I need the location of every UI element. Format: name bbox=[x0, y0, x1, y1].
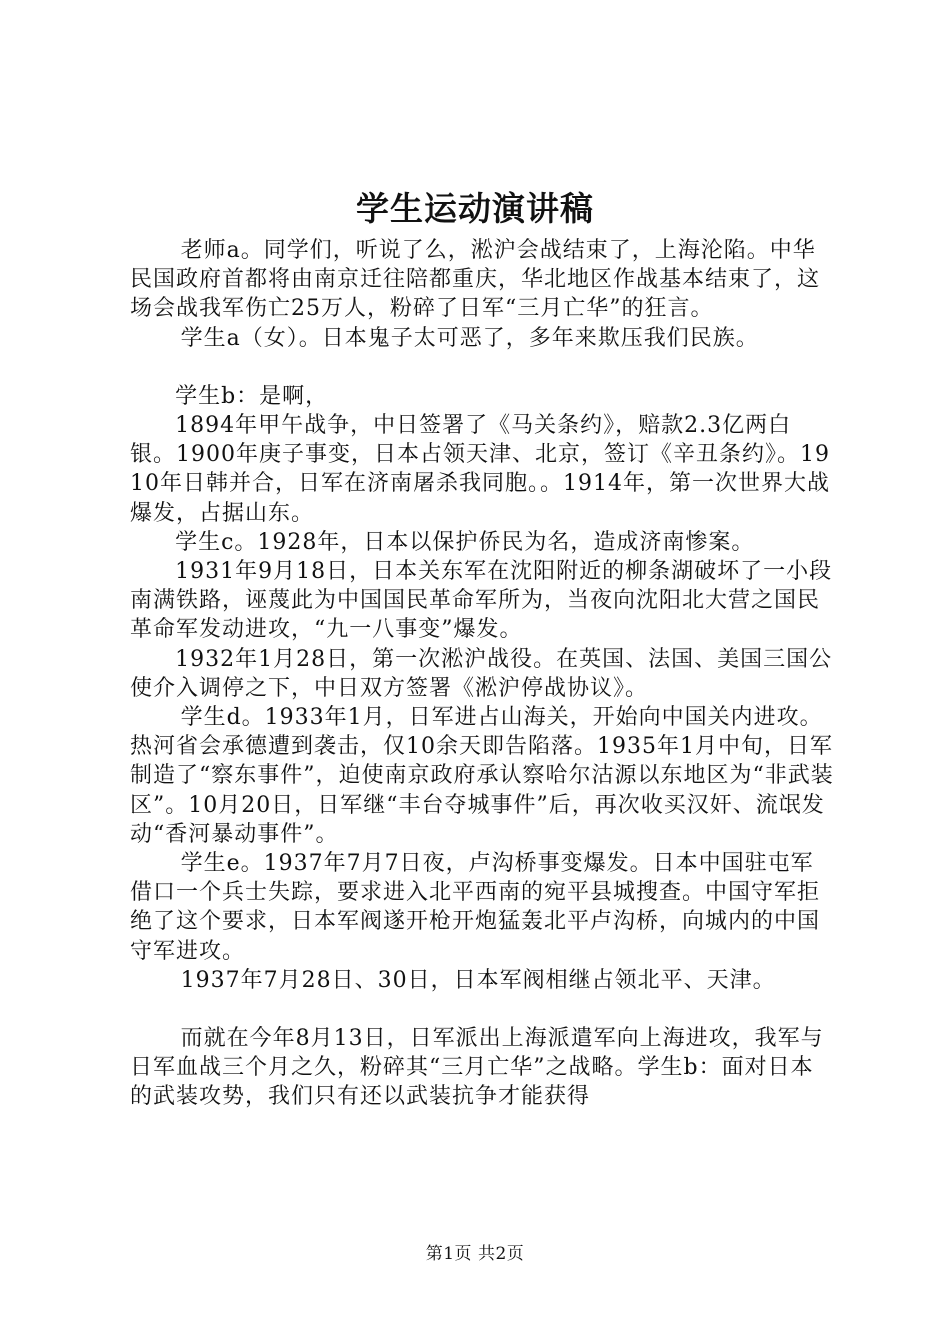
paragraph: 而就在今年8月13日，日军派出上海派遣军向上海进攻，我军与日军血战三个月之久，粉碎其“三月亡华”之战略。学生b：面对日本的武装攻势，我们只有还以武装抗争才能获得 bbox=[130, 1026, 824, 1110]
document-title: 学生运动演讲稿 bbox=[356, 189, 594, 228]
page-footer: 第1页 共2页 bbox=[425, 1244, 525, 1264]
paragraph: 学生a（女）。日本鬼子太可恶了，多年来欺压我们民族。 bbox=[180, 325, 759, 351]
paragraph: 1932年1月28日，第一次淞沪战役。在英国、法国、美国三国公使介入调停之下，中日双方签署《淞沪停战协议》。 bbox=[130, 646, 833, 701]
paragraph: 1931年9月18日，日本关东军在沈阳附近的柳条湖破坏了一小段南满铁路，诬蔑此为中国国民革命军所为，当夜向沈阳北大营之国民革命军发动进攻，“九一八事变”爆发。 bbox=[130, 559, 833, 643]
document-body bbox=[130, 236, 835, 1112]
paragraph: 学生b：是啊， bbox=[175, 383, 329, 409]
paragraph: 1937年7月28日、30日，日本军阀相继占领北平、天津。 bbox=[180, 967, 776, 993]
paragraph: 学生d。1933年1月，日军进占山海关，开始向中国关内进攻。热河省会承德遭到袭击，仅10余天即告陷落。1935年1月中旬，日军制造了“察东事件”，迫使南京政府承认察哈尔沽源以东地区为“非武装区”。10月20日，日军继“丰台夺城事件”后，再次收买汉奸、流氓发动“香河暴动事件”。 bbox=[130, 705, 834, 847]
paragraph: 老师a。同学们，听说了么，淞沪会战结束了，上海沦陷。中华民国政府首都将由南京迁往陪都重庆，华北地区作战基本结束了，这场会战我军伤亡25万人，粉碎了日军“三月亡华”的狂言。 bbox=[130, 238, 821, 322]
paragraph: 1894年甲午战争，中日签署了《马关条约》，赔款2.3亿两白银。1900年庚子事变，日本占领天津、北京，签订《辛丑条约》。1910年日韩并合，日军在济南屠杀我同胞。。1914年，第一次世界大战爆发，占据山东。 bbox=[130, 413, 830, 526]
paragraph: 学生e。1937年7月7日夜，卢沟桥事变爆发。日本中国驻屯军借口一个兵士失踪，要求进入北平西南的宛平县城搜查。中国守军拒绝了这个要求，日本军阀遂开枪开炮猛轰北平卢沟桥，向城内的中国守军进攻。 bbox=[130, 851, 821, 964]
paragraph: 学生c。1928年，日本以保护侨民为名，造成济南惨案。 bbox=[175, 529, 755, 555]
